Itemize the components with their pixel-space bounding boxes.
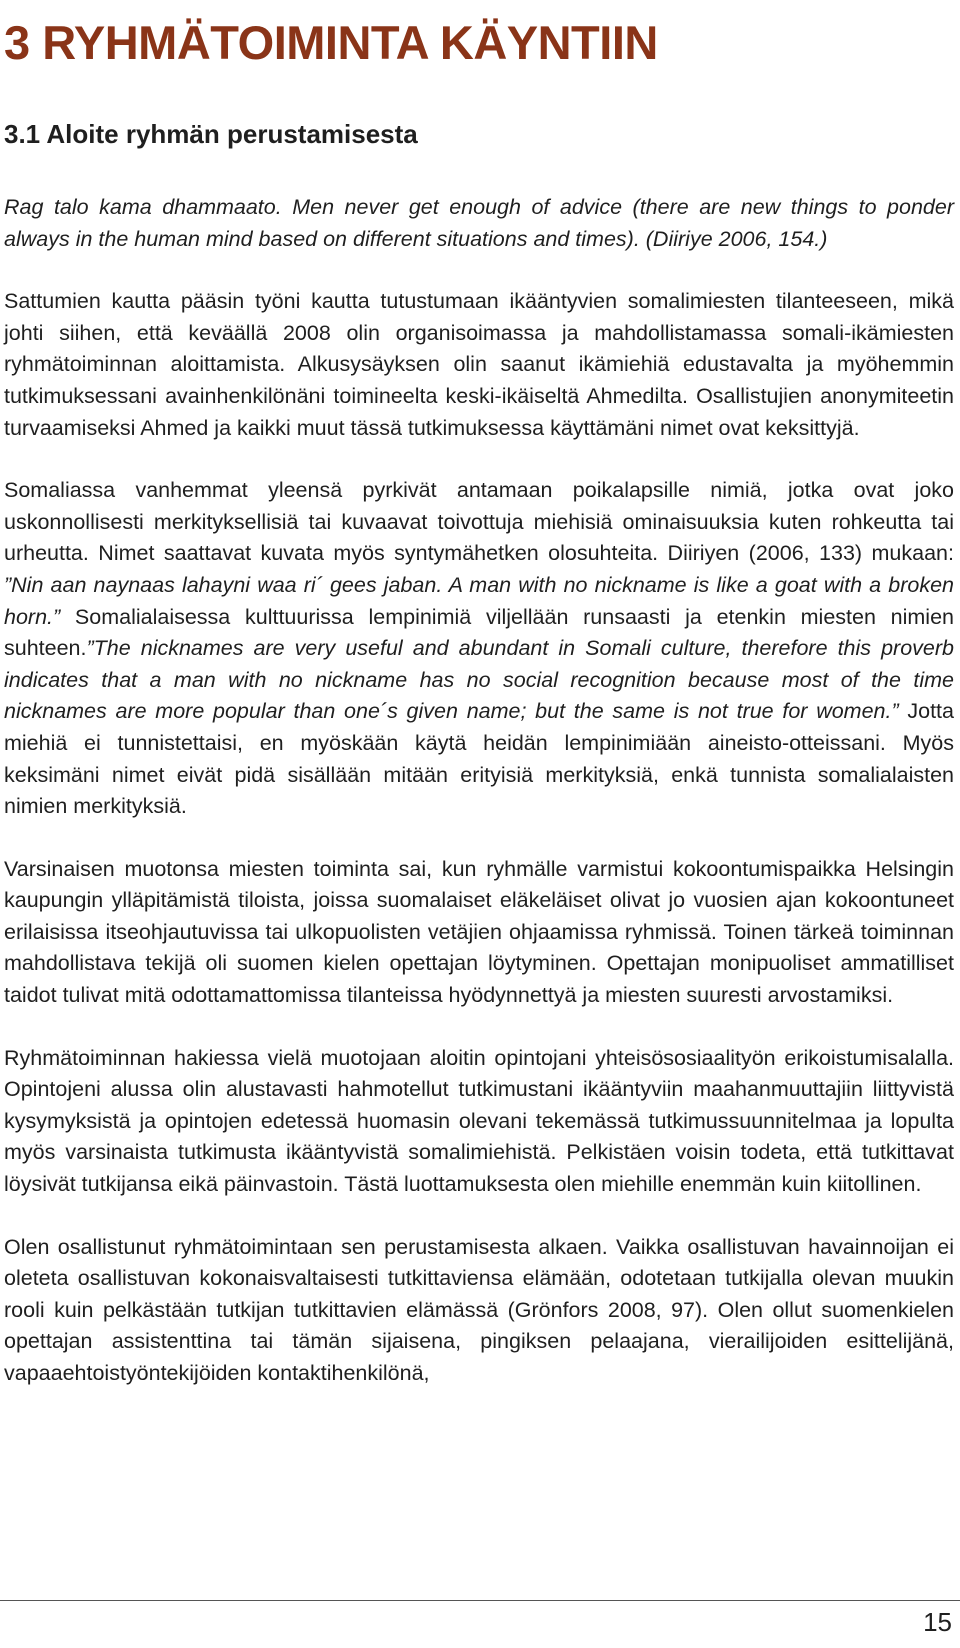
document-page bbox=[4, 8, 954, 1390]
footer-divider bbox=[0, 1600, 960, 1601]
paragraph-4: Ryhmätoiminnan hakiessa vielä muotojaan aloitin opintojani yhteisösosiaalityön erikoistumisalalla. Opintojeni alussa olin alustavasti hahmotellut tutkimustani ikääntyviin maahanmuuttajiin liittyvistä kysymyksistä ja opintojen edetessä huomasin olevani tekemässä tutkimussuunnitelmaa ja lopulta myös varsinaista tutkimusta ikääntyvistä somalimiehistä. Pelkistäen voisin todeta, että tutkittavat löysivät tutkijansa eikä päinvastoin. Tästä luottamuksesta olen miehille enemmän kuin kiitollinen. bbox=[4, 1045, 954, 1197]
paragraph-2-text-a: Somaliassa vanhemmat yleensä pyrkivät antamaan poikalapsille nimiä, jotka ovat joko uskonnollisesti merkityksellisiä tai kuvaavat toivottuja miehisiä ominaisuuksia kuten rohkeutta tai urheutta. Nimet saattavat kuvata myös syntymähetken olosuhteita. Diiriyen (2006, 133) mukaan: bbox=[4, 478, 954, 566]
paragraph-1: Sattumien kautta pääsin työni kautta tutustumaan ikääntyvien somalimiesten tilanteeseen, mikä johti siihen, että keväällä 2008 olin organisoimassa ja mahdollistamassa somali-ikämiesten ryhmätoiminnan aloittamista. Alkusysäyksen olin saanut ikämiehiä edustavalta ja myöhemmin tutkimuksessani avainhenkilönäni toimineelta keski-ikäiseltä Ahmedilta. Osallistujien anonymiteetin turvaamiseksi Ahmed ja kaikki muut tässä tutkimuksessa käyttämäni nimet ovat keksittyjä. bbox=[4, 289, 954, 440]
paragraph-2-text-c: Jotta miehiä ei tunnistettaisi, en myöskään käytä heidän lempinimiään aineisto-otteissani. Myös keksimäni nimet eivät pidä sisällään mitään erityisiä merkityksiä, enkä tunnista somalialaisten nimien merkityksiä. bbox=[4, 699, 954, 819]
page-number: 15 bbox=[923, 1607, 952, 1637]
section-title: 3.1 Aloite ryhmän perustamisesta bbox=[4, 119, 418, 149]
paragraph-2-text-b: Somalialaisessa kulttuurissa lempinimiä viljellään runsaasti ja etenkin miesten nimien suhteen. bbox=[4, 604, 954, 661]
paragraph-2 bbox=[4, 475, 954, 823]
chapter-title: 3 RYHMÄTOIMINTA KÄYNTIIN bbox=[4, 16, 658, 69]
nickname-quote: ”The nicknames are very useful and abundant in Somali culture, therefore this proverb indicates that a man with no nickname has no social recognition because most of the time nicknames are more popular than one´s given name; but the same is not true for women.” bbox=[4, 636, 954, 724]
paragraph-3: Varsinaisen muotonsa miesten toiminta sai, kun ryhmälle varmistui kokoontumispaikka Helsingin kaupungin ylläpitämistä tiloista, joissa suomalaiset eläkeläiset olivat jo vuosien ajan kokoontuneet erilaisissa itseohjautuvissa tai ulkopuolisten vetäjien ohjaamissa ryhmissä. Toinen tärkeä toiminnan mahdollistava tekijä oli suomen kielen opettajan löytyminen. Opettajan monipuoliset ammatilliset taidot tulivat mitä odottamattomissa tilanteissa hyödynnettyä ja miesten suuresti arvostamiksi. bbox=[4, 856, 954, 1008]
paragraph-5: Olen osallistunut ryhmätoimintaan sen perustamisesta alkaen. Vaikka osallistuvan havainnoijan ei oleteta osallistuvan kokonaisvaltaisesti tutkittaviensa elämään, odotetaan tutkijalla olevan muukin rooli kuin pelkästään tutkijan tutkittavien elämässä (Grönfors 2008, 97). Olen ollut suomenkielen opettajan assistenttina tai tämän sijaisena, pingiksen pelaajana, vierailijoiden esittelijänä, vapaaehtoistyöntekijöiden kontaktihenkilönä, bbox=[4, 1234, 954, 1385]
proverb-quote: ”Nin aan naynaas lahayni waa ri´ gees jaban. A man with no nickname is like a goat with a broken horn.” bbox=[4, 572, 954, 629]
epigraph: Rag talo kama dhammaato. Men never get enough of advice (there are new things to ponder always in the human mind based on different situations and times). (Diiriye 2006, 154.) bbox=[4, 195, 954, 251]
